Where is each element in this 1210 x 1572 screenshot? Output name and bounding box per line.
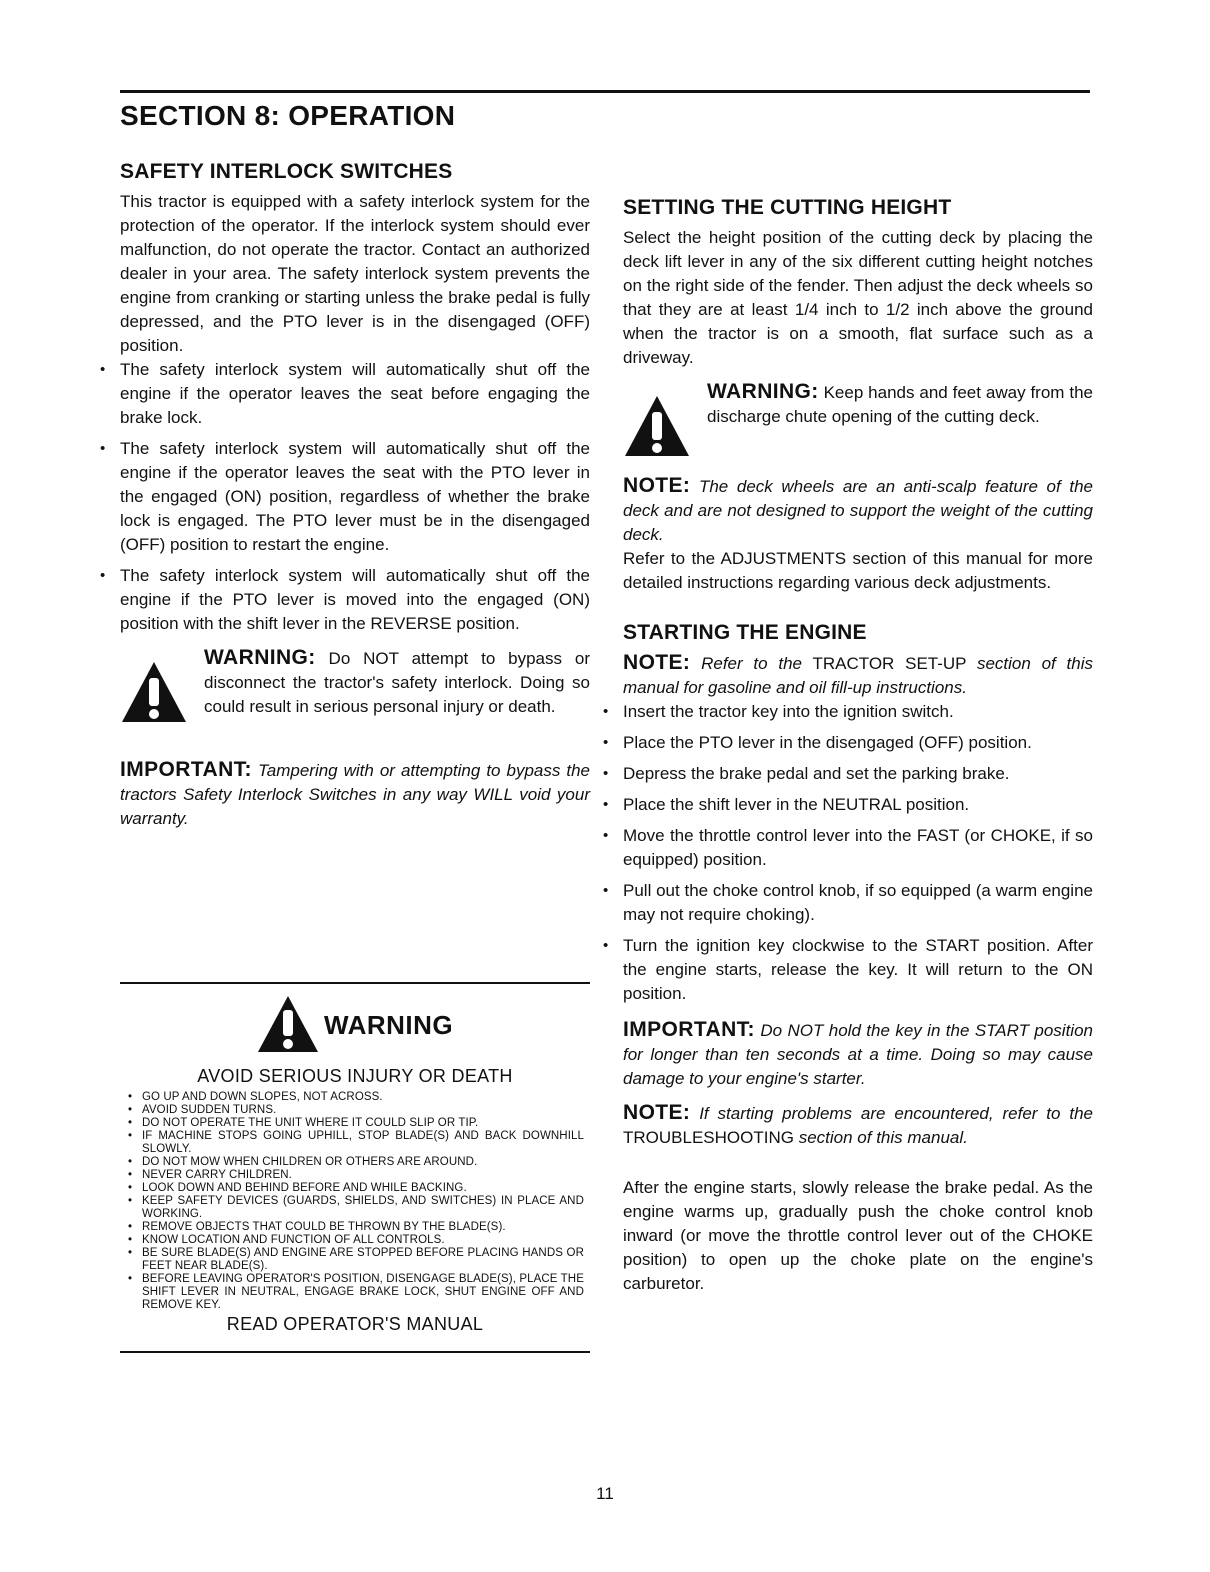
- adjustments-reference: Refer to the ADJUSTMENTS section of this manual for more detailed instructions regarding various deck adjustments.: [623, 549, 1093, 592]
- note-part-c: section of this manual for gasoline and oil fill-up instructions.: [623, 654, 1093, 697]
- left-column: [120, 160, 590, 831]
- list-item: • The safety interlock system will automatically shut off the engine if the operator leaves the seat with the PTO lever in the engaged (ON) position, regardless of whether the brake lock is engaged. The PTO lever must be in the disengaged (OFF) position to restart the engine.: [120, 437, 590, 557]
- cutting-height-heading: SETTING THE CUTTING HEIGHT: [623, 196, 952, 219]
- note-body: The deck wheels are an anti-scalp feature of the deck and are not designed to support the weight of the cutting deck.: [623, 477, 1093, 544]
- safety-interlock-heading: SAFETY INTERLOCK SWITCHES: [120, 160, 453, 183]
- important-warranty: [120, 758, 590, 831]
- important-body: Tampering with or attempting to bypass the tractors Safety Interlock Switches in any way WILL void your warranty.: [120, 761, 590, 828]
- list-item: • BE SURE BLADE(S) AND ENGINE ARE STOPPED BEFORE PLACING HANDS OR FEET NEAR BLADE(S).: [142, 1247, 584, 1273]
- list-item: • The safety interlock system will automatically shut off the engine if the operator leaves the seat before engaging the brake lock.: [120, 358, 590, 430]
- starting-engine-heading: STARTING THE ENGINE: [623, 621, 867, 644]
- cutting-warning: [623, 380, 1093, 470]
- cutting-warning-text: [707, 380, 1093, 429]
- list-item: • Pull out the choke control knob, if so equipped (a warm engine may not require choking).: [623, 879, 1093, 927]
- list-item: • KNOW LOCATION AND FUNCTION OF ALL CONTROLS.: [142, 1234, 584, 1247]
- box-safety-list: [120, 1091, 590, 1312]
- troubleshooting-note: [623, 1101, 1093, 1150]
- list-item: • Insert the tractor key into the ignition switch.: [623, 700, 1093, 724]
- list-item: • Place the PTO lever in the disengaged (OFF) position.: [623, 731, 1093, 755]
- box-footer: READ OPERATOR'S MANUAL: [226, 1314, 484, 1334]
- warning-label: WARNING:: [707, 380, 819, 403]
- starting-steps: [623, 700, 1093, 1006]
- list-item: • REMOVE OBJECTS THAT COULD BE THROWN BY THE BLADE(S).: [142, 1221, 584, 1234]
- note-label: NOTE:: [623, 474, 691, 497]
- list-item: • KEEP SAFETY DEVICES (GUARDS, SHIELDS, AND SWITCHES) IN PLACE AND WORKING.: [142, 1195, 584, 1221]
- important-body: Do NOT hold the key in the START position for longer than ten seconds at a time. Doing so may cause damage to your engine's starter.: [623, 1021, 1093, 1088]
- list-item: • The safety interlock system will automatically shut off the engine if the PTO lever is moved into the engaged (ON) position with the shift lever in the REVERSE position.: [120, 564, 590, 636]
- important-label: IMPORTANT:: [120, 758, 252, 781]
- note-label: NOTE:: [623, 1101, 691, 1124]
- list-item: • DO NOT OPERATE THE UNIT WHERE IT COULD SLIP OR TIP.: [142, 1117, 584, 1130]
- important-label: IMPORTANT:: [623, 1018, 755, 1041]
- list-item: • Turn the ignition key clockwise to the START position. After the engine starts, release the key. It will return to the ON position.: [623, 934, 1093, 1006]
- box-bottom-rule: [120, 1351, 590, 1353]
- list-item: • Place the shift lever in the NEUTRAL position.: [623, 793, 1093, 817]
- list-item: • LOOK DOWN AND BEHIND BEFORE AND WHILE BACKING.: [142, 1182, 584, 1195]
- box-header: [120, 994, 590, 1062]
- interlock-warning: [120, 646, 590, 746]
- top-rule: [120, 90, 1090, 93]
- important-starter: [623, 1018, 1093, 1091]
- box-subtitle: AVOID SERIOUS INJURY OR DEATH: [197, 1066, 513, 1086]
- note-part-a: Refer to the: [701, 654, 803, 673]
- interlock-warning-text: [204, 646, 590, 719]
- warning-triangle-icon: [623, 394, 691, 458]
- warning-body: Do NOT attempt to bypass or disconnect the tractor's safety interlock. Doing so could result in serious personal injury or death.: [204, 649, 590, 716]
- list-item: • IF MACHINE STOPS GOING UPHILL, STOP BLADE(S) AND BACK DOWNHILL SLOWLY.: [142, 1130, 584, 1156]
- warning-body: Keep hands and feet away from the discharge chute opening of the cutting deck.: [707, 383, 1093, 426]
- safety-interlock-intro: This tractor is equipped with a safety interlock system for the protection of the operator. If the interlock system should ever malfunction, do not operate the tractor. Contact an authorized dealer in your area. The safety interlock system prevents the engine from cranking or starting unless the brake pedal is fully depressed, and the PTO lever is in the disengaged (OFF) position.: [120, 192, 590, 355]
- warning-box: [120, 982, 590, 1353]
- page-number: 11: [596, 1484, 614, 1503]
- list-item: • AVOID SUDDEN TURNS.: [142, 1104, 584, 1117]
- list-item: • NEVER CARRY CHILDREN.: [142, 1169, 584, 1182]
- warning-triangle-icon: [256, 994, 320, 1054]
- list-item: • GO UP AND DOWN SLOPES, NOT ACROSS.: [142, 1091, 584, 1104]
- section-title: SECTION 8: OPERATION: [120, 100, 456, 131]
- note-label: NOTE:: [623, 651, 691, 674]
- note-part-b: TROUBLESHOOTING: [623, 1128, 794, 1147]
- safety-interlock-bullets: [120, 358, 590, 636]
- cutting-height-text: Select the height position of the cutting deck by placing the deck lift lever in any of the six different cutting height notches on the right side of the fender. Then adjust the deck wheels so that they are at least 1/4 inch to 1/2 inch above the ground when the tractor is on a smooth, flat surface such as a driveway.: [623, 228, 1093, 367]
- list-item: • DO NOT MOW WHEN CHILDREN OR OTHERS ARE AROUND.: [142, 1156, 584, 1169]
- note-part-c: section of this manual.: [798, 1128, 968, 1147]
- list-item: • BEFORE LEAVING OPERATOR'S POSITION, DISENGAGE BLADE(S), PLACE THE SHIFT LEVER IN NEUTRAL, ENGAGE BRAKE LOCK, SHUT ENGINE OFF AND REMOVE KEY.: [142, 1273, 584, 1312]
- box-title: WARNING: [324, 1010, 454, 1040]
- warning-triangle-icon: [120, 660, 188, 724]
- setup-note: [623, 651, 1093, 700]
- closing-paragraph: After the engine starts, slowly release the brake pedal. As the engine warms up, gradually push the choke control knob inward (or move the throttle control lever out of the CHOKE position) to open up the choke plate on the engine's carburetor.: [623, 1178, 1093, 1293]
- list-item: • Depress the brake pedal and set the parking brake.: [623, 762, 1093, 786]
- note-part-b: TRACTOR SET-UP: [812, 654, 967, 673]
- list-item: • Move the throttle control lever into the FAST (or CHOKE, if so equipped) position.: [623, 824, 1093, 872]
- warning-label: WARNING:: [204, 646, 316, 669]
- right-column: [623, 196, 1093, 1296]
- box-top-rule: [120, 982, 590, 984]
- note-part-a: If starting problems are encountered, refer to the: [699, 1104, 1093, 1123]
- deck-wheels-note: [623, 474, 1093, 547]
